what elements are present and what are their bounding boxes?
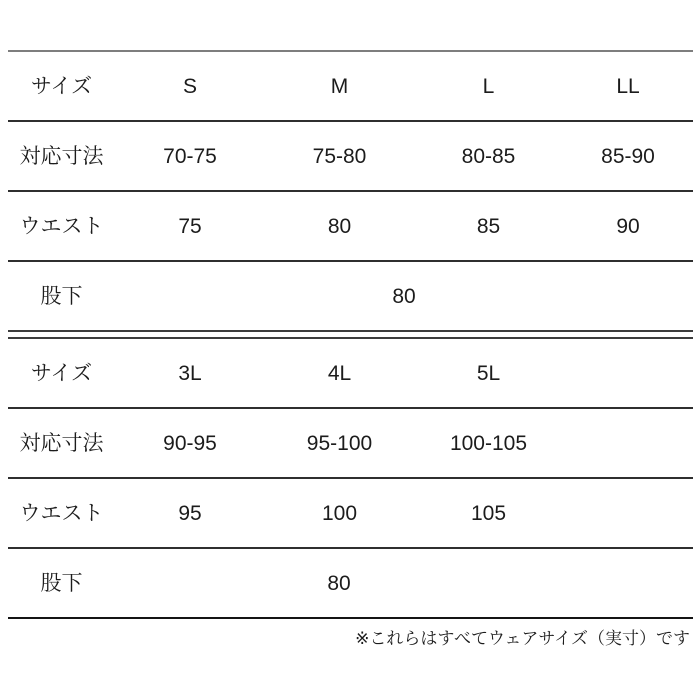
- row-header-waist: ウエスト: [19, 501, 104, 525]
- size-cell-l: L: [482, 74, 495, 98]
- fit-range-cell: 90-95: [163, 431, 217, 455]
- size-cell-s: S: [182, 74, 197, 98]
- size-cell-4l: 4L: [327, 361, 352, 385]
- table-row-waist: [8, 192, 693, 262]
- fit-range-cell: 85-90: [601, 144, 655, 168]
- size-table-lower: [8, 337, 693, 619]
- row-header-size: サイズ: [30, 74, 93, 98]
- size-cell-m: M: [330, 74, 349, 98]
- fit-range-cell: 95-100: [306, 431, 373, 455]
- table-row-size-header: [8, 339, 693, 409]
- waist-cell: 105: [470, 501, 507, 525]
- row-header-inseam: 股下: [40, 571, 83, 595]
- size-table-upper: [8, 50, 693, 332]
- table-row-size-header: [8, 52, 693, 122]
- size-cell-ll: LL: [616, 74, 640, 98]
- row-header-inseam: 股下: [40, 284, 83, 308]
- waist-cell: 75: [178, 214, 202, 238]
- waist-cell: 100: [321, 501, 358, 525]
- fit-range-cell: 80-85: [461, 144, 516, 168]
- table-row-fit-range: [8, 409, 693, 479]
- row-header-fit-range: 対応寸法: [19, 431, 104, 455]
- size-cell-5l: 5L: [476, 361, 501, 385]
- row-header-fit-range: 対応寸法: [19, 144, 104, 168]
- waist-cell: 80: [327, 214, 352, 238]
- table-row-waist: [8, 479, 693, 549]
- size-cell-3l: 3L: [178, 361, 202, 385]
- table-row-fit-range: [8, 122, 693, 192]
- inseam-merged-cell: 80: [327, 571, 351, 595]
- fit-range-cell: 75-80: [312, 144, 367, 168]
- footnote: ※これらはすべてウェアサイズ（実寸）です: [355, 629, 690, 648]
- fit-range-cell: 100-105: [449, 431, 528, 455]
- waist-cell: 90: [616, 214, 640, 238]
- fit-range-cell: 70-75: [163, 144, 217, 168]
- row-header-waist: ウエスト: [19, 214, 104, 238]
- table-row-inseam: [8, 262, 693, 332]
- table-row-inseam: [8, 549, 693, 619]
- inseam-merged-cell: 80: [392, 284, 416, 308]
- row-header-size: サイズ: [30, 361, 93, 385]
- waist-cell: 95: [178, 501, 202, 525]
- waist-cell: 85: [476, 214, 501, 238]
